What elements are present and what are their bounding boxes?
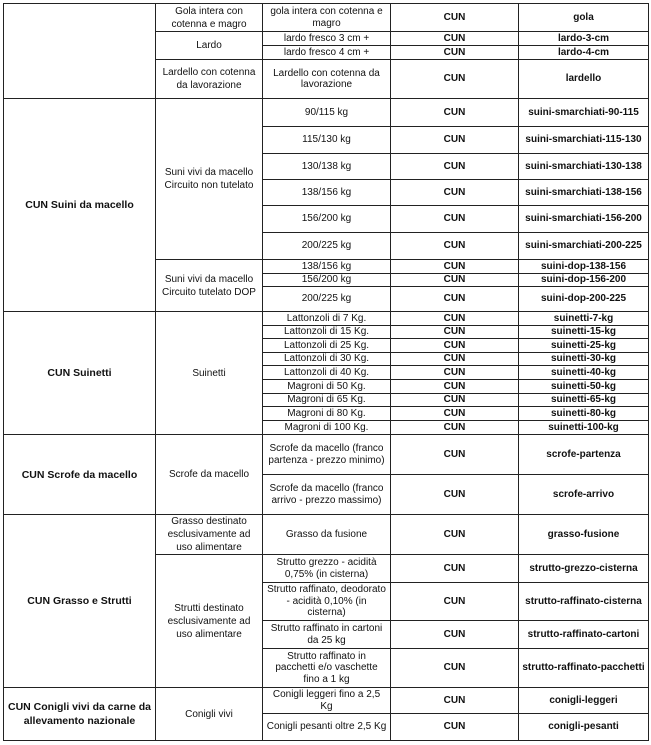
code-cell: strutto-raffinato-cartoni — [519, 621, 649, 649]
source-cell: CUN — [391, 688, 519, 714]
description-cell: Lattonzoli di 25 Kg. — [263, 339, 391, 353]
source-cell: CUN — [391, 435, 519, 475]
source-cell: CUN — [391, 714, 519, 741]
subcategory-cell: Grasso destinato esclusivamente ad uso alimentare — [156, 515, 263, 555]
description-cell: Strutto raffinato in pacchetti e/o vaschette fino a 1 kg — [263, 649, 391, 688]
source-cell: CUN — [391, 326, 519, 339]
source-cell: CUN — [391, 366, 519, 380]
table-row — [4, 688, 649, 714]
code-cell: suinetti-25-kg — [519, 339, 649, 353]
description-cell: lardo fresco 4 cm + — [263, 46, 391, 60]
code-cell: strutto-raffinato-pacchetti — [519, 649, 649, 688]
code-cell: conigli-pesanti — [519, 714, 649, 741]
source-cell: CUN — [391, 233, 519, 260]
category-cell: CUN Conigli vivi da carne da allevamento nazionale — [4, 688, 156, 741]
description-cell: Scrofe da macello (franco arrivo - prezzo massimo) — [263, 475, 391, 515]
code-cell: suini-smarchiati-115-130 — [519, 127, 649, 154]
code-cell: suinetti-7-kg — [519, 312, 649, 326]
code-cell: suini-smarchiati-200-225 — [519, 233, 649, 260]
category-cell — [4, 4, 156, 99]
table-row — [4, 435, 649, 475]
code-cell: conigli-leggeri — [519, 688, 649, 714]
code-cell: suinetti-65-kg — [519, 394, 649, 407]
description-cell: Strutto grezzo - acidità 0,75% (in cisterna) — [263, 555, 391, 583]
source-cell: CUN — [391, 4, 519, 32]
code-cell: scrofe-arrivo — [519, 475, 649, 515]
source-cell: CUN — [391, 394, 519, 407]
description-cell: Strutto raffinato, deodorato - acidità 0,10% (in cisterna) — [263, 583, 391, 621]
subcategory-cell: Conigli vivi — [156, 688, 263, 741]
description-cell: 200/225 kg — [263, 287, 391, 312]
description-cell: Conigli pesanti oltre 2,5 Kg — [263, 714, 391, 741]
description-cell: Grasso da fusione — [263, 515, 391, 555]
category-cell: CUN Suini da macello — [4, 99, 156, 312]
source-cell: CUN — [391, 421, 519, 435]
table-row — [4, 312, 649, 326]
description-cell: Magroni di 65 Kg. — [263, 394, 391, 407]
source-cell: CUN — [391, 555, 519, 583]
code-cell: strutto-grezzo-cisterna — [519, 555, 649, 583]
code-cell: suini-smarchiati-90-115 — [519, 99, 649, 127]
description-cell: 200/225 kg — [263, 233, 391, 260]
code-cell: suinetti-50-kg — [519, 380, 649, 394]
code-cell: lardo-3-cm — [519, 32, 649, 46]
source-cell: CUN — [391, 583, 519, 621]
subcategory-cell: Gola intera con cotenna e magro — [156, 4, 263, 32]
description-cell: Strutto raffinato in cartoni da 25 kg — [263, 621, 391, 649]
description-cell: Conigli leggeri fino a 2,5 Kg — [263, 688, 391, 714]
description-cell: lardo fresco 3 cm + — [263, 32, 391, 46]
code-cell: suini-dop-138-156 — [519, 260, 649, 274]
description-cell: 156/200 kg — [263, 274, 391, 287]
subcategory-cell: Scrofe da macello — [156, 435, 263, 515]
source-cell: CUN — [391, 99, 519, 127]
code-cell: suinetti-40-kg — [519, 366, 649, 380]
source-cell: CUN — [391, 154, 519, 180]
category-cell: CUN Suinetti — [4, 312, 156, 435]
description-cell: 130/138 kg — [263, 154, 391, 180]
description-cell: Lattonzoli di 7 Kg. — [263, 312, 391, 326]
table-row — [4, 515, 649, 555]
subcategory-cell: Lardello con cotenna da lavorazione — [156, 60, 263, 99]
subcategory-cell: Suinetti — [156, 312, 263, 435]
source-cell: CUN — [391, 287, 519, 312]
description-cell: Lattonzoli di 40 Kg. — [263, 366, 391, 380]
source-cell: CUN — [391, 127, 519, 154]
code-cell: suinetti-80-kg — [519, 407, 649, 421]
code-cell: scrofe-partenza — [519, 435, 649, 475]
code-cell: suini-smarchiati-156-200 — [519, 206, 649, 233]
description-cell: 138/156 kg — [263, 180, 391, 206]
source-cell: CUN — [391, 180, 519, 206]
description-cell: Lattonzoli di 30 Kg. — [263, 353, 391, 366]
code-cell: lardello — [519, 60, 649, 99]
code-cell: suinetti-100-kg — [519, 421, 649, 435]
source-cell: CUN — [391, 515, 519, 555]
source-cell: CUN — [391, 353, 519, 366]
source-cell: CUN — [391, 60, 519, 99]
table-body — [4, 4, 649, 741]
price-source-table — [3, 3, 649, 741]
code-cell: grasso-fusione — [519, 515, 649, 555]
description-cell: Magroni di 80 Kg. — [263, 407, 391, 421]
table-row — [4, 4, 649, 32]
description-cell: 156/200 kg — [263, 206, 391, 233]
subcategory-cell: Suni vivi da macello Circuito non tutelato — [156, 99, 263, 260]
description-cell: 115/130 kg — [263, 127, 391, 154]
source-cell: CUN — [391, 206, 519, 233]
source-cell: CUN — [391, 407, 519, 421]
source-cell: CUN — [391, 475, 519, 515]
source-cell: CUN — [391, 312, 519, 326]
category-cell: CUN Grasso e Strutti — [4, 515, 156, 688]
description-cell: 90/115 kg — [263, 99, 391, 127]
description-cell: gola intera con cotenna e magro — [263, 4, 391, 32]
description-cell: Lattonzoli di 15 Kg. — [263, 326, 391, 339]
code-cell: lardo-4-cm — [519, 46, 649, 60]
source-cell: CUN — [391, 649, 519, 688]
source-cell: CUN — [391, 621, 519, 649]
subcategory-cell: Suni vivi da macello Circuito tutelato DOP — [156, 260, 263, 312]
description-cell: 138/156 kg — [263, 260, 391, 274]
code-cell: suini-smarchiati-130-138 — [519, 154, 649, 180]
category-cell: CUN Scrofe da macello — [4, 435, 156, 515]
subcategory-cell: Lardo — [156, 32, 263, 60]
code-cell: suinetti-15-kg — [519, 326, 649, 339]
code-cell: strutto-raffinato-cisterna — [519, 583, 649, 621]
description-cell: Magroni di 100 Kg. — [263, 421, 391, 435]
source-cell: CUN — [391, 32, 519, 46]
table-row — [4, 99, 649, 127]
source-cell: CUN — [391, 274, 519, 287]
code-cell: suini-dop-156-200 — [519, 274, 649, 287]
source-cell: CUN — [391, 260, 519, 274]
code-cell: suinetti-30-kg — [519, 353, 649, 366]
subcategory-cell: Strutti destinato esclusivamente ad uso alimentare — [156, 555, 263, 688]
source-cell: CUN — [391, 46, 519, 60]
code-cell: suini-smarchiati-138-156 — [519, 180, 649, 206]
description-cell: Lardello con cotenna da lavorazione — [263, 60, 391, 99]
description-cell: Magroni di 50 Kg. — [263, 380, 391, 394]
description-cell: Scrofe da macello (franco partenza - prezzo minimo) — [263, 435, 391, 475]
source-cell: CUN — [391, 339, 519, 353]
code-cell: gola — [519, 4, 649, 32]
source-cell: CUN — [391, 380, 519, 394]
code-cell: suini-dop-200-225 — [519, 287, 649, 312]
